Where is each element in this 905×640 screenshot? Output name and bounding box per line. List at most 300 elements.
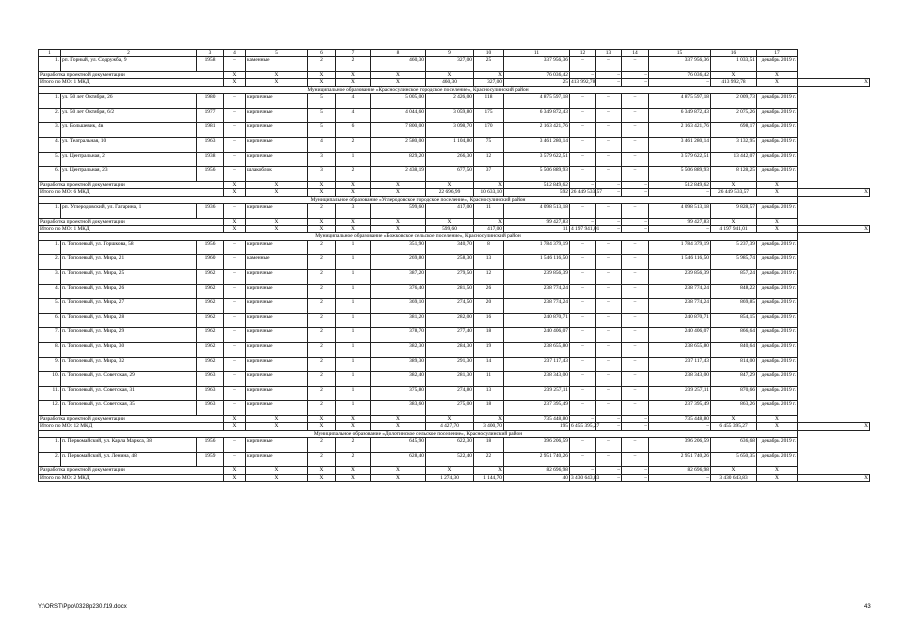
summary-cell: 735 448,80	[649, 415, 711, 422]
table-cell: п. Тополевый, ул. Мира, 21	[61, 255, 197, 270]
table-cell: –	[596, 270, 622, 285]
summary-cell: X	[757, 218, 798, 225]
table-cell: –	[622, 357, 649, 372]
table-cell: 1	[336, 240, 371, 255]
table-cell: 2	[336, 138, 371, 153]
table-cell: декабрь 2019 г.	[757, 270, 798, 285]
summary-cell: 76 036,42	[504, 72, 570, 79]
summary-cell: –	[622, 181, 649, 188]
table-cell: –	[622, 240, 649, 255]
table-row	[39, 138, 870, 153]
table-cell: 628,40	[371, 452, 426, 467]
summary-cell: 10 633,10	[474, 189, 504, 196]
table-cell: –	[570, 270, 596, 285]
summary-cell: X	[308, 189, 336, 196]
column-number-cell: 6	[308, 50, 336, 57]
table-cell: 1 546 116,50	[649, 255, 711, 270]
table-cell: –	[596, 255, 622, 270]
table-cell: –	[622, 255, 649, 270]
summary-label: Итого по МО: 6 МКД	[39, 189, 224, 196]
summary-cell: X	[474, 415, 504, 422]
table-cell: 622,30	[426, 438, 474, 453]
summary-cell: X	[308, 226, 336, 233]
table-cell: 240 406,07	[649, 328, 711, 343]
summary-cell: X	[757, 72, 798, 79]
table-cell: 677,50	[426, 167, 474, 182]
table-cell: 118	[474, 94, 504, 109]
capital-repair-table	[38, 49, 870, 482]
table-cell: 281,30	[426, 372, 474, 387]
column-number-cell: 14	[622, 50, 649, 57]
column-number-cell: 2	[61, 50, 197, 57]
table-cell: декабрь 2019 г.	[757, 94, 798, 109]
table-cell: 4 875 597,18	[649, 94, 711, 109]
summary-cell: 512 849,62	[649, 181, 711, 188]
table-cell: 327,00	[426, 57, 474, 72]
summary-cell: X	[224, 226, 246, 233]
table-cell: 2	[308, 357, 336, 372]
table-cell: п. Тополевый, ул. Советская, 35	[61, 401, 197, 416]
table-cell: 1963	[197, 401, 224, 416]
table-cell: 170	[474, 123, 504, 138]
table-cell: кирпичные	[246, 357, 308, 372]
summary-cell: 1 274,30	[426, 474, 474, 481]
summary-cell: 599,60	[426, 226, 474, 233]
summary-cell: –	[596, 226, 622, 233]
table-cell: 8	[474, 240, 504, 255]
table-cell: 12	[474, 270, 504, 285]
table-cell: –	[596, 357, 622, 372]
summary-row	[39, 72, 870, 79]
table-cell: 3 579 622,51	[504, 152, 570, 167]
table-cell: 238 343,00	[504, 372, 570, 387]
summary-cell: –	[622, 189, 649, 196]
table-cell: –	[622, 372, 649, 387]
table-cell: –	[596, 57, 622, 72]
summary-row	[39, 218, 870, 225]
table-cell: 12.	[39, 401, 61, 416]
summary-cell: X	[426, 467, 474, 474]
summary-label: Итого по МО: 2 МКД	[39, 474, 224, 481]
table-cell: кирпичные	[246, 452, 308, 467]
table-cell: 337 956,36	[649, 57, 711, 72]
table-cell: 1.	[39, 94, 61, 109]
table-cell: 258,30	[426, 255, 474, 270]
table-cell: 240 870,71	[504, 313, 570, 328]
table-cell: 13 442,07	[711, 152, 757, 167]
table-cell: 282,00	[426, 313, 474, 328]
summary-cell: X	[474, 181, 504, 188]
table-cell: 1963	[197, 386, 224, 401]
page-number: 43	[864, 604, 871, 610]
table-cell: 2	[308, 372, 336, 387]
table-cell: 2	[308, 401, 336, 416]
summary-cell: –	[596, 189, 622, 196]
summary-cell: X	[246, 467, 308, 474]
table-cell: 18	[474, 328, 504, 343]
table-row	[39, 123, 870, 138]
table-cell: 698,17	[711, 123, 757, 138]
summary-cell: 26 449 533,57	[571, 189, 602, 196]
table-cell: декабрь 2019 г.	[757, 240, 798, 255]
table-cell: 3	[308, 152, 336, 167]
table-cell: 238 774,24	[504, 299, 570, 314]
summary-cell: –	[649, 423, 711, 430]
summary-cell: –	[596, 79, 622, 86]
summary-cell: X	[474, 218, 504, 225]
column-number-cell: 10	[474, 50, 504, 57]
table-cell: 1962	[197, 328, 224, 343]
table-cell: 599,60	[371, 204, 426, 219]
table-cell: 382,30	[371, 342, 426, 357]
summary-label: Разработка проектной документации	[39, 415, 224, 422]
table-cell: 1 104,80	[426, 138, 474, 153]
table-cell: –	[622, 108, 649, 123]
municipality-section-row	[39, 196, 870, 203]
summary-cell: X	[371, 218, 426, 225]
summary-cell: X	[426, 72, 474, 79]
table-cell: 1 784 379,19	[504, 240, 570, 255]
table-cell: 239 257,11	[649, 386, 711, 401]
table-cell: 2.	[39, 452, 61, 467]
summary-cell: 413 992,78	[571, 79, 596, 86]
column-number-cell: 1	[39, 50, 61, 57]
summary-cell: X	[371, 467, 426, 474]
municipality-section-row	[39, 430, 870, 437]
table-cell: 1	[336, 372, 371, 387]
table-cell: 10.	[39, 372, 61, 387]
table-cell: п. Тополевый, ул. Мира, 27	[61, 299, 197, 314]
table-cell: –	[224, 152, 246, 167]
table-cell: п. Тополевый, ул. Мира, 29	[61, 328, 197, 343]
table-cell: 238 774,24	[649, 284, 711, 299]
table-cell: декабрь 2019 г.	[757, 438, 798, 453]
table-cell: 376,40	[371, 284, 426, 299]
summary-row	[39, 467, 870, 474]
summary-cell: X	[308, 218, 336, 225]
table-cell: –	[622, 299, 649, 314]
table-cell: –	[224, 284, 246, 299]
table-cell: 396 206,59	[649, 438, 711, 453]
summary-cell: X	[757, 474, 798, 481]
table-cell: –	[596, 167, 622, 182]
summary-cell: 99 427,83	[649, 218, 711, 225]
table-cell: 238 774,24	[504, 284, 570, 299]
table-cell: –	[570, 204, 596, 219]
summary-cell: X	[246, 218, 308, 225]
summary-cell: 327,00	[474, 79, 504, 86]
table-cell: 2 951 740,26	[649, 452, 711, 467]
table-cell: ул. 50 лет Октября, 6/2	[61, 108, 197, 123]
table-cell: 857,24	[711, 270, 757, 285]
table-cell: 11	[474, 372, 504, 387]
table-cell: 5	[308, 108, 336, 123]
table-cell: –	[570, 299, 596, 314]
table-cell: каменные	[246, 57, 308, 72]
summary-cell: X	[246, 189, 308, 196]
table-cell: 25	[474, 57, 504, 72]
table-cell: 5 005,00	[371, 94, 426, 109]
table-cell: 2	[308, 299, 336, 314]
table-cell: 1	[336, 299, 371, 314]
table-cell: –	[570, 255, 596, 270]
table-cell: 2	[308, 386, 336, 401]
table-cell: 3	[308, 167, 336, 182]
table-cell: 2	[308, 342, 336, 357]
table-cell: декабрь 2019 г.	[757, 57, 798, 72]
table-row	[39, 57, 870, 72]
summary-cell: –	[649, 79, 711, 86]
table-cell: рп. Углеродовский, ул. Гагарина, 1	[61, 204, 197, 219]
summary-cell: X	[246, 474, 308, 481]
table-cell: кирпичные	[246, 299, 308, 314]
table-cell: –	[596, 204, 622, 219]
table-cell: 1956	[197, 167, 224, 182]
summary-cell: X	[798, 79, 870, 86]
table-cell: 1	[336, 313, 371, 328]
table-row	[39, 299, 870, 314]
table-cell: декабрь 2019 г.	[757, 284, 798, 299]
column-number-cell: 17	[757, 50, 798, 57]
table-cell: 2	[308, 204, 336, 219]
summary-cell: X	[426, 415, 474, 422]
table-cell: 1963	[197, 138, 224, 153]
summary-cell: X	[757, 181, 798, 188]
table-cell: –	[224, 328, 246, 343]
summary-cell: X	[711, 467, 757, 474]
table-cell: –	[224, 240, 246, 255]
table-cell: –	[622, 270, 649, 285]
summary-cell: –	[622, 72, 649, 79]
table-cell: 5.	[39, 152, 61, 167]
summary-cell: 76 036,42	[649, 72, 711, 79]
table-cell: 5 506 889,93	[504, 167, 570, 182]
summary-cell: X	[224, 415, 246, 422]
table-cell: п. Тополевый, ул. Мира, 25	[61, 270, 197, 285]
table-row	[39, 372, 870, 387]
summary-cell: 592	[504, 189, 570, 196]
municipality-heading: Муниципальное образование «Углеродовское городское поселение», Красносулинский район	[39, 196, 798, 203]
table-cell: п. Тополевый, ул. Мира, 28	[61, 313, 197, 328]
table-cell: декабрь 2019 г.	[757, 452, 798, 467]
table-cell: –	[570, 152, 596, 167]
table-cell: –	[224, 452, 246, 467]
table-cell: кирпичные	[246, 240, 308, 255]
table-cell: 279,50	[426, 270, 474, 285]
summary-cell: 6 455 395,27	[711, 423, 757, 430]
table-cell: кирпичные	[246, 270, 308, 285]
summary-cell: 3 430 643,83	[711, 474, 757, 481]
summary-row	[39, 79, 870, 86]
table-row	[39, 313, 870, 328]
table-cell: –	[570, 94, 596, 109]
summary-cell: X	[757, 189, 798, 196]
summary-cell: –	[596, 218, 622, 225]
table-cell: декабрь 2019 г.	[757, 357, 798, 372]
table-cell: 1962	[197, 357, 224, 372]
table-cell: 13	[474, 386, 504, 401]
summary-cell: 40	[504, 474, 570, 481]
table-cell: 19	[474, 342, 504, 357]
table-cell: –	[224, 123, 246, 138]
table-cell: ул. Большевик, 4в	[61, 123, 197, 138]
table-cell: 382,40	[371, 372, 426, 387]
table-cell: –	[224, 138, 246, 153]
summary-label: Разработка проектной документации	[39, 218, 224, 225]
summary-cell: 11	[504, 226, 570, 233]
summary-cell: X	[224, 423, 246, 430]
table-cell: –	[596, 328, 622, 343]
table-cell: 1962	[197, 313, 224, 328]
table-cell: 239 856,39	[649, 270, 711, 285]
summary-cell: –	[570, 467, 596, 474]
table-cell: 5 237,39	[711, 240, 757, 255]
table-cell: 3 579 622,51	[649, 152, 711, 167]
table-cell: –	[570, 342, 596, 357]
summary-cell: –	[649, 474, 711, 481]
table-cell: 1	[336, 401, 371, 416]
table-cell: 1980	[197, 94, 224, 109]
summary-cell: X	[757, 415, 798, 422]
column-number-cell: 3	[197, 50, 224, 57]
summary-cell: –	[622, 474, 649, 481]
table-cell: 3	[336, 204, 371, 219]
table-cell: 369,10	[371, 299, 426, 314]
table-cell: 1.	[39, 240, 61, 255]
table-cell: –	[596, 138, 622, 153]
table-cell: 266,30	[426, 152, 474, 167]
table-cell: –	[224, 438, 246, 453]
table-cell: кирпичные	[246, 284, 308, 299]
table-cell: 9.	[39, 357, 61, 372]
summary-cell: X	[336, 72, 371, 79]
summary-cell: –	[622, 467, 649, 474]
table-cell: 2	[308, 328, 336, 343]
table-cell: –	[570, 372, 596, 387]
summary-cell: –	[649, 189, 711, 196]
table-cell: 337 956,36	[504, 57, 570, 72]
table-row	[39, 342, 870, 357]
summary-cell: X	[224, 474, 246, 481]
table-row	[39, 452, 870, 467]
table-cell: –	[596, 438, 622, 453]
table-cell: 2	[308, 270, 336, 285]
table-cell: 417,00	[426, 204, 474, 219]
table-cell: 3 461 280,14	[649, 138, 711, 153]
summary-label: Итого по МО: 1 МКД	[39, 226, 224, 233]
summary-cell: X	[308, 423, 336, 430]
summary-cell: X	[371, 79, 426, 86]
table-cell: 2	[336, 438, 371, 453]
table-cell: –	[570, 284, 596, 299]
table-cell: шлакоблок	[246, 167, 308, 182]
table-cell: 4 098 513,18	[649, 204, 711, 219]
table-cell: 4.	[39, 138, 61, 153]
summary-cell: X	[757, 423, 798, 430]
summary-cell: X	[224, 189, 246, 196]
table-cell: 1962	[197, 342, 224, 357]
table-cell: –	[596, 240, 622, 255]
summary-cell: X	[336, 189, 371, 196]
table-cell: 2 426,00	[426, 94, 474, 109]
table-cell: –	[622, 204, 649, 219]
column-number-cell: 9	[426, 50, 474, 57]
table-cell: 5.	[39, 299, 61, 314]
table-cell: декабрь 2019 г.	[757, 299, 798, 314]
table-cell: –	[570, 328, 596, 343]
table-cell: 26	[474, 284, 504, 299]
summary-cell: 82 696,98	[504, 467, 570, 474]
table-cell: 6 349 872,43	[649, 108, 711, 123]
table-cell: 239 257,11	[504, 386, 570, 401]
table-cell: –	[224, 386, 246, 401]
table-cell: 869,85	[711, 299, 757, 314]
table-cell: –	[570, 313, 596, 328]
summary-cell: 26 449 533,57	[711, 189, 757, 196]
summary-cell: X	[798, 423, 870, 430]
summary-cell: –	[570, 72, 596, 79]
table-cell: 5 985,74	[711, 255, 757, 270]
table-cell: 4	[336, 108, 371, 123]
table-cell: 460,30	[371, 57, 426, 72]
table-cell: 2	[308, 255, 336, 270]
table-cell: –	[224, 342, 246, 357]
table-cell: 1960	[197, 255, 224, 270]
table-cell: кирпичные	[246, 438, 308, 453]
table-cell: 5 506 889,93	[649, 167, 711, 182]
table-cell: 2 580,00	[371, 138, 426, 153]
table-cell: 3.	[39, 270, 61, 285]
table-cell: 3 461 280,14	[504, 138, 570, 153]
table-cell: кирпичные	[246, 328, 308, 343]
table-cell: –	[622, 438, 649, 453]
summary-cell: X	[336, 79, 371, 86]
table-cell: 7.	[39, 328, 61, 343]
table-cell: рп. Горный, ул. Содружба, 9	[61, 57, 197, 72]
summary-cell: 99 427,83	[504, 218, 570, 225]
summary-label: Разработка проектной документации	[39, 181, 224, 188]
table-cell: 2 951 740,26	[504, 452, 570, 467]
table-cell: 18	[474, 401, 504, 416]
table-cell: –	[224, 108, 246, 123]
summary-cell: 4 197 941,01	[711, 226, 757, 233]
summary-cell: X	[798, 189, 870, 196]
summary-cell: X	[336, 474, 371, 481]
table-cell: –	[570, 401, 596, 416]
table-cell: 12	[474, 152, 504, 167]
table-cell: 284,30	[426, 342, 474, 357]
table-cell: –	[596, 342, 622, 357]
table-cell: 8 128,25	[711, 167, 757, 182]
table-cell: 11	[474, 204, 504, 219]
table-cell: 2 163 421,76	[504, 123, 570, 138]
table-cell: 1	[336, 270, 371, 285]
table-cell: 6.	[39, 313, 61, 328]
summary-row	[39, 189, 870, 196]
table-cell: 8.	[39, 342, 61, 357]
summary-cell: X	[336, 415, 371, 422]
table-cell: 381,20	[371, 313, 426, 328]
column-number-cell: 7	[336, 50, 371, 57]
table-cell: 2 009,73	[711, 94, 757, 109]
summary-cell: X	[711, 218, 757, 225]
table-cell: 14	[474, 357, 504, 372]
table-cell: 814,00	[711, 357, 757, 372]
table-cell: 5	[308, 123, 336, 138]
summary-cell: X	[371, 72, 426, 79]
table-cell: 1.	[39, 438, 61, 453]
table-cell: кирпичные	[246, 108, 308, 123]
